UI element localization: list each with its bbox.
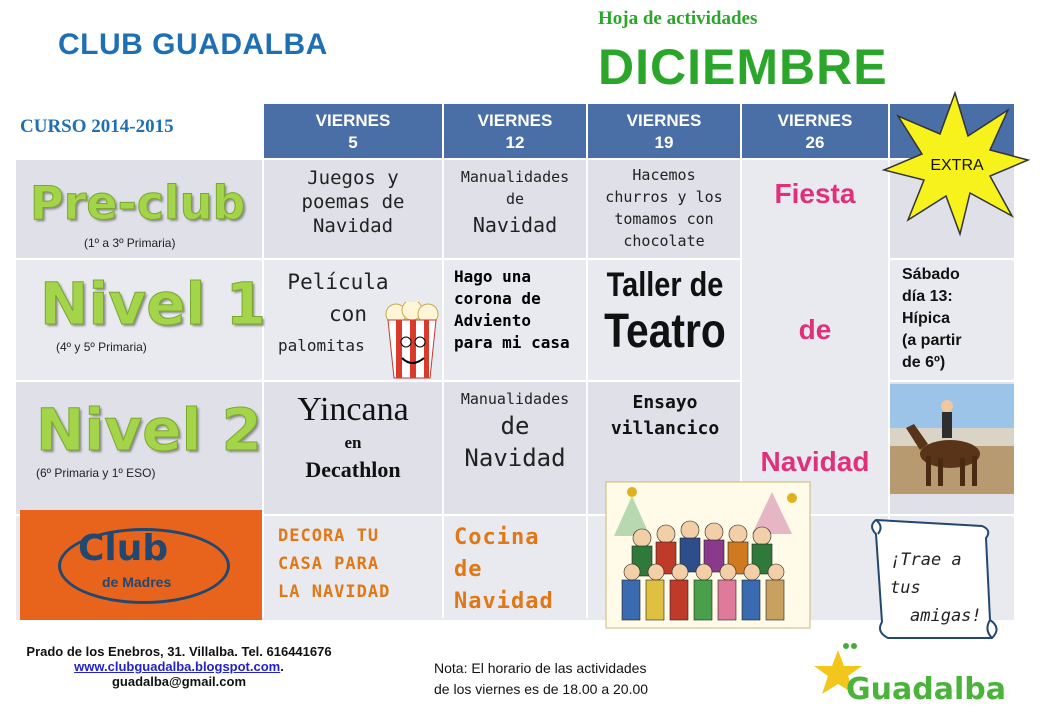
sheet-subtitle: Hoja de actividades [598,8,758,29]
level-preclub-grades: (1º a 3º Primaria) [84,236,176,250]
carolers-illustration [602,476,814,632]
fiesta-line2: de [798,314,832,345]
level-nivel1-grades: (4º y 5º Primaria) [56,340,147,354]
course-label: CURSO 2014-2015 [20,116,174,137]
guadalba-logo-text: Guadalba [846,672,1006,707]
level-nivel2-grades: (6º Primaria y 1º ESO) [36,466,156,480]
grid-line [442,104,444,618]
cell-nivel1-19: Taller de Teatro [604,266,726,358]
grid-line [262,104,264,618]
cell-nivel2-12: Manualidades de Navidad [460,390,570,472]
cell-nivel1-extra: Sábado día 13: Hípica (a partir de 6º) [902,266,962,371]
cell-madres-12: Cocina de Navidad [454,525,554,614]
popcorn-icon [384,302,440,380]
cell-nivel1-5: Película con palomitas [278,270,389,355]
cell-preclub-5: Juegos y poemas de Navidad [301,167,405,237]
schedule-note: Nota: El horario de las actividades de los viernes es de 18.00 a 20.00 [434,660,649,697]
club-title: CLUB GUADALBA [58,28,328,61]
extra-starburst-icon [880,88,1030,238]
cell-preclub-12: Manualidades de Navidad [460,168,570,237]
column-header-12: VIERNES 12 [444,104,586,158]
blog-link[interactable]: www.clubguadalba.blogspot.com [74,659,281,674]
club-de-madres-logo: Club de Madres [20,510,262,620]
email-text: guadalba@gmail.com [111,674,247,689]
address-text: Prado de los Enebros, 31. Villalba. Tel. 616441676 [26,644,332,659]
cell-nivel2-5: Yincana en Decathlon [297,391,409,482]
column-header-5: VIERNES 5 [264,104,442,158]
footer-contact: Prado de los Enebros, 31. Villalba. Tel. 616441676 www.clubguadalba.blogspot.com. guadalba@gmail.com [14,644,344,689]
grid-line [586,104,588,618]
horse-riding-photo [890,384,1014,494]
level-preclub: Pre-club [30,176,246,230]
month-title: DICIEMBRE [598,39,888,95]
fiesta-line3: Navidad [760,446,870,477]
level-nivel1: Nivel 1 [40,270,266,338]
column-header-26: VIERNES 26 [742,104,888,158]
cell-preclub-19: Hacemos churros y los tomamos con chocolate [605,166,723,250]
cell-nivel1-12: Hago una corona de Adviento para mi casa [454,267,570,352]
cell-madres-5: DECORA TU CASA PARA LA NAVIDAD [278,526,391,602]
cell-nivel2-19: Ensayo villancico [610,392,720,439]
svg-text:EXTRA: EXTRA [930,157,984,174]
scroll-text: ¡Trae a tus amigas! [890,550,982,626]
column-header-19: VIERNES 19 [588,104,740,158]
fiesta-line1: Fiesta [774,178,856,209]
level-nivel2: Nivel 2 [36,396,262,464]
